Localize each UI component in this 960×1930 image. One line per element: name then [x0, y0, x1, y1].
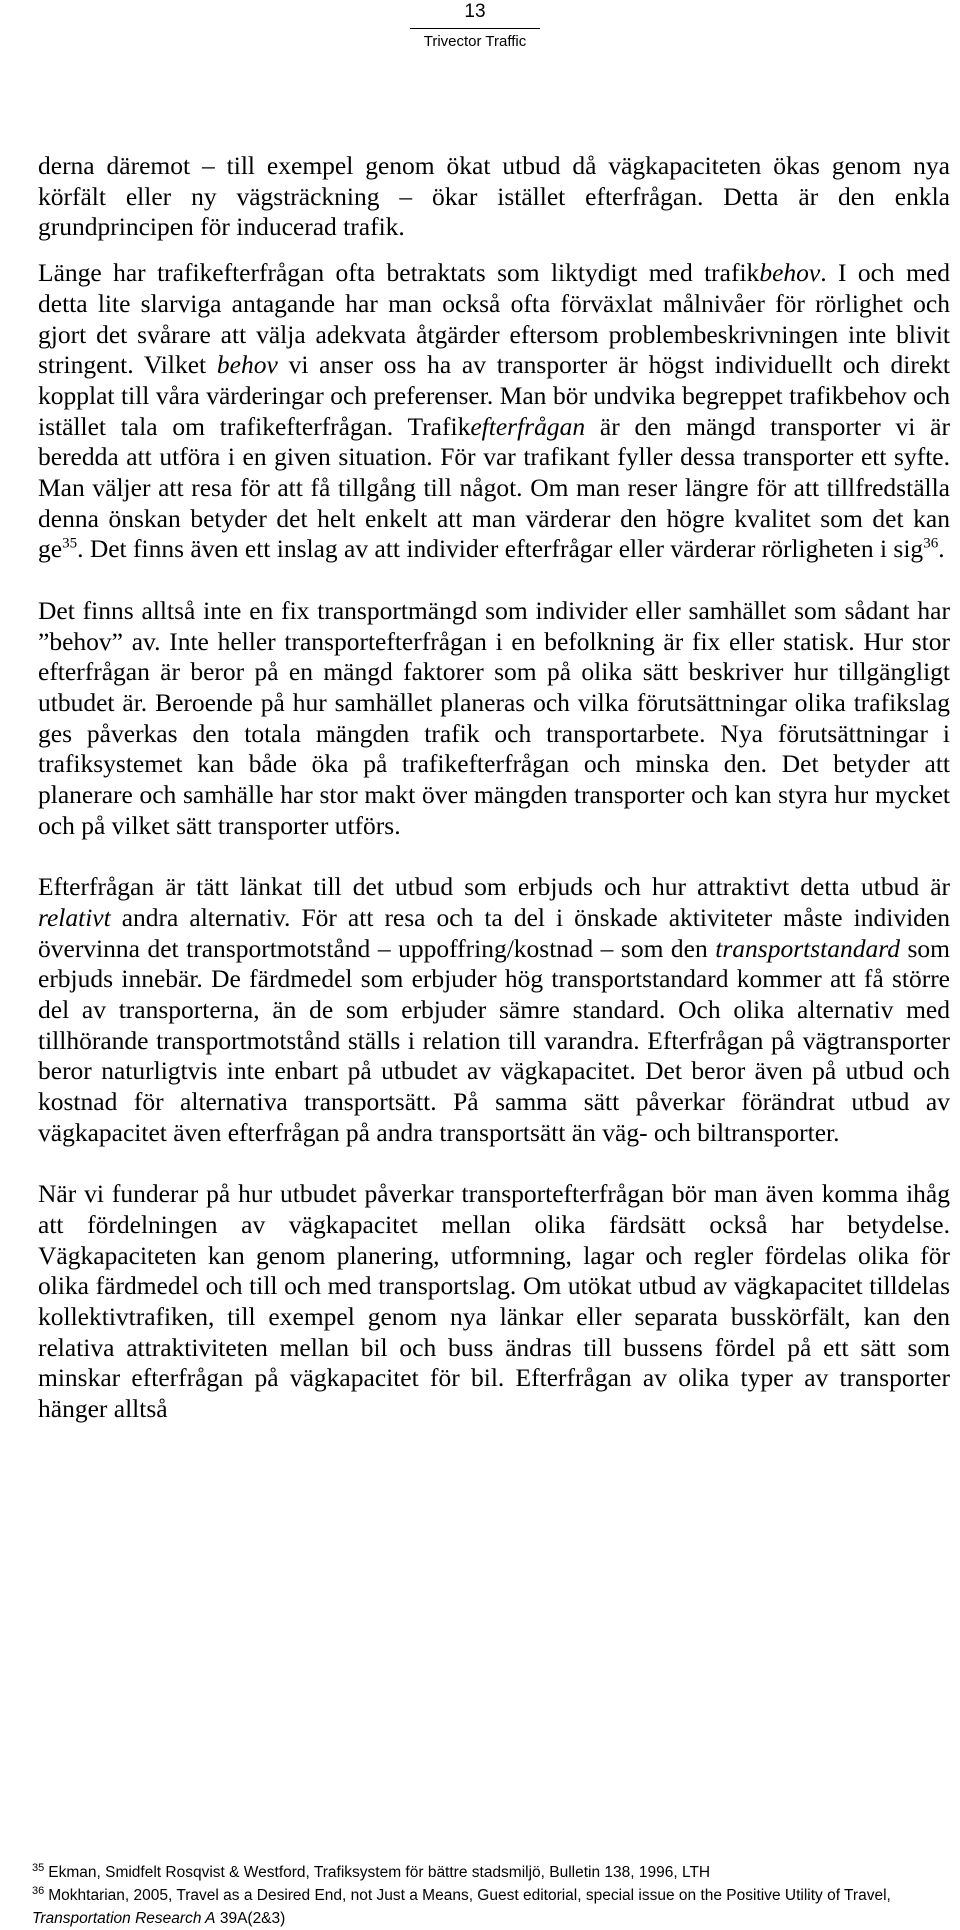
- paragraph-4: [38, 872, 950, 1148]
- paragraph-3: Det finns alltså inte en fix transportmängd som individer eller samhället som sådant har ”behov” av. Inte heller transportefterfrågan i en befolkning är fix eller statisk. Hur stor efterfrågan är beror på en mängd faktorer som på olika sätt beskriver hur tillgängligt utbudet är. Beroende på hur samhället planeras och vilka förutsättningar olika trafikslag ges påverkas den totala mängden trafik och transportarbete. Nya förutsättningar i trafiksystemet kan både öka på trafikefterfrågan och minska den. Det betyder att planerare och samhälle har stor makt över mängden transporter och kan styra hur mycket och på vilket sätt transporter utförs.: [38, 595, 950, 840]
- paragraph-1: derna däremot – till exempel genom ökat utbud då vägkapaciteten ökas genom nya körfält eller ny vägsträckning – ökar istället efterfrågan. Detta är den enkla grundprincipen för inducerad trafik.: [38, 151, 950, 242]
- footnote-ref-36[interactable]: 36: [923, 535, 939, 552]
- emphasis-behov: behov: [759, 258, 821, 288]
- footnote-text: Mokhtarian, 2005, Travel as a Desired End, not Just a Means, Guest editorial, special issue on the Positive Utility of Travel,: [48, 1887, 891, 1904]
- running-title: Trivector Traffic: [423, 33, 527, 50]
- text-run: är den mängd transporter vi är beredda att utföra i en given situation. För var trafikant fyller dessa transporter ett syfte. Man väljer att resa för att få tillgång till något. Om man reser längre för att tillfredställa denna önskan betyder det helt enkelt att man värderar den högre kvalitet som det kan ge: [38, 411, 950, 564]
- text-run: andra alternativ. För att resa och ta del i önskade aktiviteter måste individen övervinna det transportmotstånd – uppoffring/kostnad – som den: [38, 902, 950, 963]
- footnote-number: 36: [32, 1885, 45, 1897]
- emphasis-efterfragan: efterfrågan: [470, 411, 586, 441]
- footnote-number: 35: [32, 1862, 45, 1874]
- text-run: Länge har trafikefterfrågan ofta betraktats som liktydigt med trafik: [38, 258, 760, 288]
- text-run: vi anser oss ha av transporter är högst individuellt och direkt kopplat till våra värderingar och preferenser. Man bör undvika begreppet trafikbehov och istället tala om trafikefterfrågan. Trafik: [38, 350, 950, 441]
- paragraph-spacer: [38, 1148, 950, 1179]
- paragraph-5: När vi funderar på hur utbudet påverkar transportefterfrågan bör man även komma ihåg att fördelningen av vägkapacitet mellan olika färdsätt också har betydelse. Vägkapaciteten kan genom planering, utformning, lagar och regler fördelas olika för olika färdmedel och till och med transportslag. Om utökat utbud av vägkapacitet tilldelas kollektivtrafiken, till exempel genom nya länkar eller separata busskörfält, kan den relativa attraktiviteten mellan bil och buss ändras till bussens fördel på ett sätt som minskar efterfrågan på vägkapacitet för bil. Efterfrågan av olika typer av transporter hänger alltså: [38, 1179, 950, 1424]
- footnote-journal-title: Transportation Research A: [32, 1910, 216, 1927]
- text-run: som erbjuds innebär. De färdmedel som erbjuder hög transportstandard kommer att få större del av transporterna, än de som erbjuder sämre standard. Och olika alternativ med tillhörande transportmotstånd ställs i relation till varandra. Efterfrågan på vägtransporter beror naturligtvis inte enbart på utbudet av vägkapacitet. Det beror även på utbud och kostnad för alternativa transportsätt. På samma sätt påverkar förändrat utbud av vägkapacitet även efterfrågan på andra transportsätt än väg- och biltransporter.: [38, 933, 950, 1147]
- footnote-36: [32, 1884, 950, 1930]
- page-number: 13: [464, 1, 486, 22]
- paragraph-2: [38, 258, 950, 565]
- footnote-ref-35[interactable]: 35: [62, 535, 78, 552]
- emphasis-transportstandard: transportstandard: [715, 933, 900, 963]
- body-text: [38, 151, 950, 1425]
- text-run: . Det finns även ett inslag av att individer efterfrågar eller värderar rörligheten i sig: [77, 534, 924, 564]
- text-run: .: [938, 534, 945, 564]
- header-divider: [410, 28, 540, 29]
- page-header: [410, 0, 540, 51]
- paragraph-spacer: [38, 841, 950, 872]
- text-run: Efterfrågan är tätt länkat till det utbud som erbjuds och hur attraktivt detta utbud är: [38, 872, 950, 902]
- footnote-text: 39A(2&3): [215, 1910, 286, 1927]
- paragraph-spacer: [38, 565, 950, 596]
- emphasis-behov: behov: [216, 350, 278, 380]
- footnote-text: Ekman, Smidfelt Rosqvist & Westford, Trafiksystem för bättre stadsmiljö, Bulletin 138, 1996, LTH: [48, 1864, 711, 1881]
- emphasis-relativt: relativt: [38, 902, 111, 932]
- footnotes: [32, 1861, 950, 1930]
- paragraph-spacer: [38, 243, 950, 258]
- text-run: . I och med detta lite slarviga antagande har man också ofta förväxlat målnivåer för rörlighet och gjort det svårare att välja adekvata åtgärder eftersom problembeskrivningen inte blivit stringent. Vilket: [38, 258, 950, 380]
- footnote-35: [32, 1861, 950, 1884]
